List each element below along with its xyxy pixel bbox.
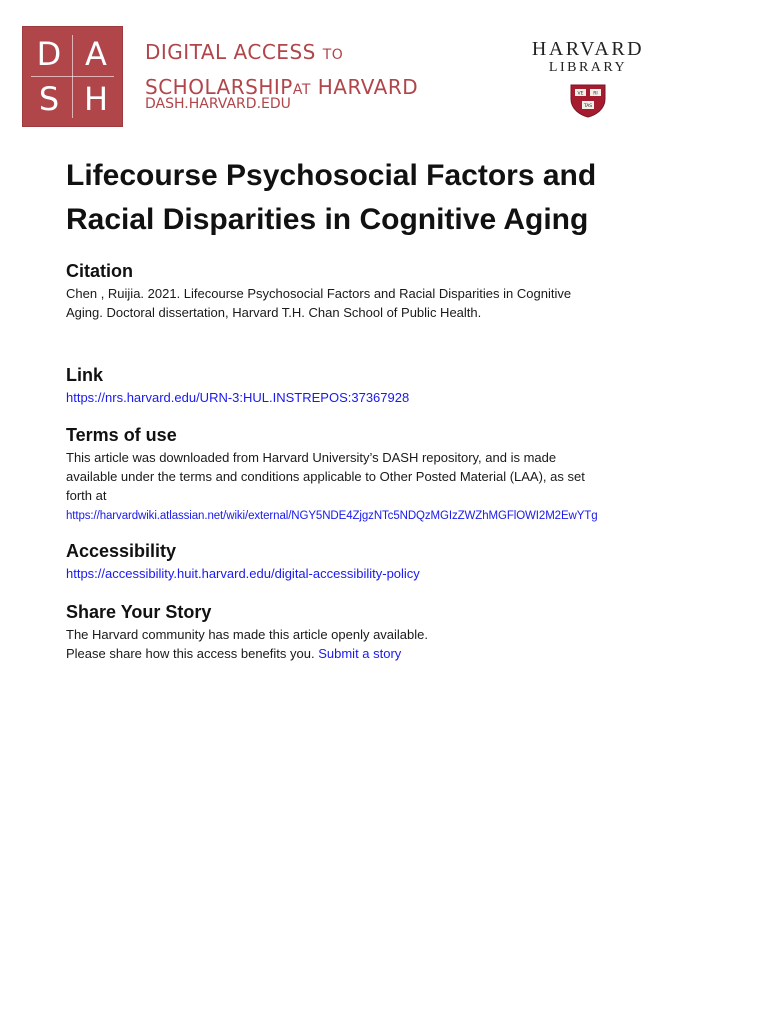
dash-letter-h: H (83, 80, 109, 118)
terms-line3: forth at (66, 488, 107, 503)
share-section (66, 601, 706, 663)
document-title-line1: Lifecourse Psychosocial Factors and (66, 159, 597, 192)
link-heading: Link (66, 365, 104, 385)
share-line2: Please share how this access benefits you. (66, 646, 315, 661)
dash-letter-d: D (36, 35, 62, 73)
dash-title-line1: DIGITAL ACCESS (145, 40, 316, 64)
harvard-shield-icon (568, 83, 608, 119)
citation-section (66, 260, 706, 322)
dash-title-to: TO (322, 47, 344, 63)
terms-section (66, 424, 706, 526)
citation-line1: Chen , Ruijia. 2021. Lifecourse Psychosocial Factors and Racial Disparities in Cognitive (66, 286, 572, 301)
dash-url[interactable]: DASH.HARVARD.EDU (145, 96, 291, 112)
harvard-wordmark: HARVARD (531, 38, 645, 60)
dash-title-scholarship: SCHOLARSHIP (145, 75, 293, 99)
library-wordmark: LIBRARY (548, 60, 628, 75)
accessibility-heading: Accessibility (66, 541, 177, 561)
share-heading: Share Your Story (66, 602, 212, 622)
document-title (66, 154, 706, 242)
terms-line1: This article was downloaded from Harvard University’s DASH repository, and is made (66, 450, 557, 465)
submit-story-link[interactable]: Submit a story (318, 646, 402, 661)
terms-heading: Terms of use (66, 425, 177, 445)
shield-text-ve: VE (577, 91, 584, 97)
dash-letter-a: A (85, 35, 107, 73)
cover-content (66, 154, 706, 661)
citation-line2: Aging. Doctoral dissertation, Harvard T.H. Chan School of Public Health. (66, 305, 482, 320)
dash-title-at: AT (292, 82, 311, 98)
dash-letter-s: S (38, 80, 60, 118)
handle-link[interactable]: https://nrs.harvard.edu/URN-3:HUL.INSTREPOS:37367928 (66, 390, 410, 405)
page-header (0, 0, 770, 140)
share-line1: The Harvard community has made this article openly available. (66, 627, 429, 642)
dash-logo[interactable] (22, 26, 123, 127)
link-section (66, 364, 706, 407)
dash-title-harvard: HARVARD (317, 75, 419, 99)
document-title-line2: Racial Disparities in Cognitive Aging (66, 203, 589, 236)
shield-text-ri: RI (593, 91, 598, 97)
shield-text-tas: TAS (583, 104, 593, 109)
citation-heading: Citation (66, 261, 133, 281)
accessibility-section (66, 540, 706, 583)
terms-link[interactable]: https://harvardwiki.atlassian.net/wiki/external/NGY5NDE4ZjgzNTc5NDQzMGIzZWZhMGFlOWI2M2EwYTg (66, 510, 598, 522)
accessibility-link[interactable]: https://accessibility.huit.harvard.edu/digital-accessibility-policy (66, 566, 420, 581)
terms-line2: available under the terms and conditions applicable to Other Posted Material (LAA), as set (66, 469, 585, 484)
